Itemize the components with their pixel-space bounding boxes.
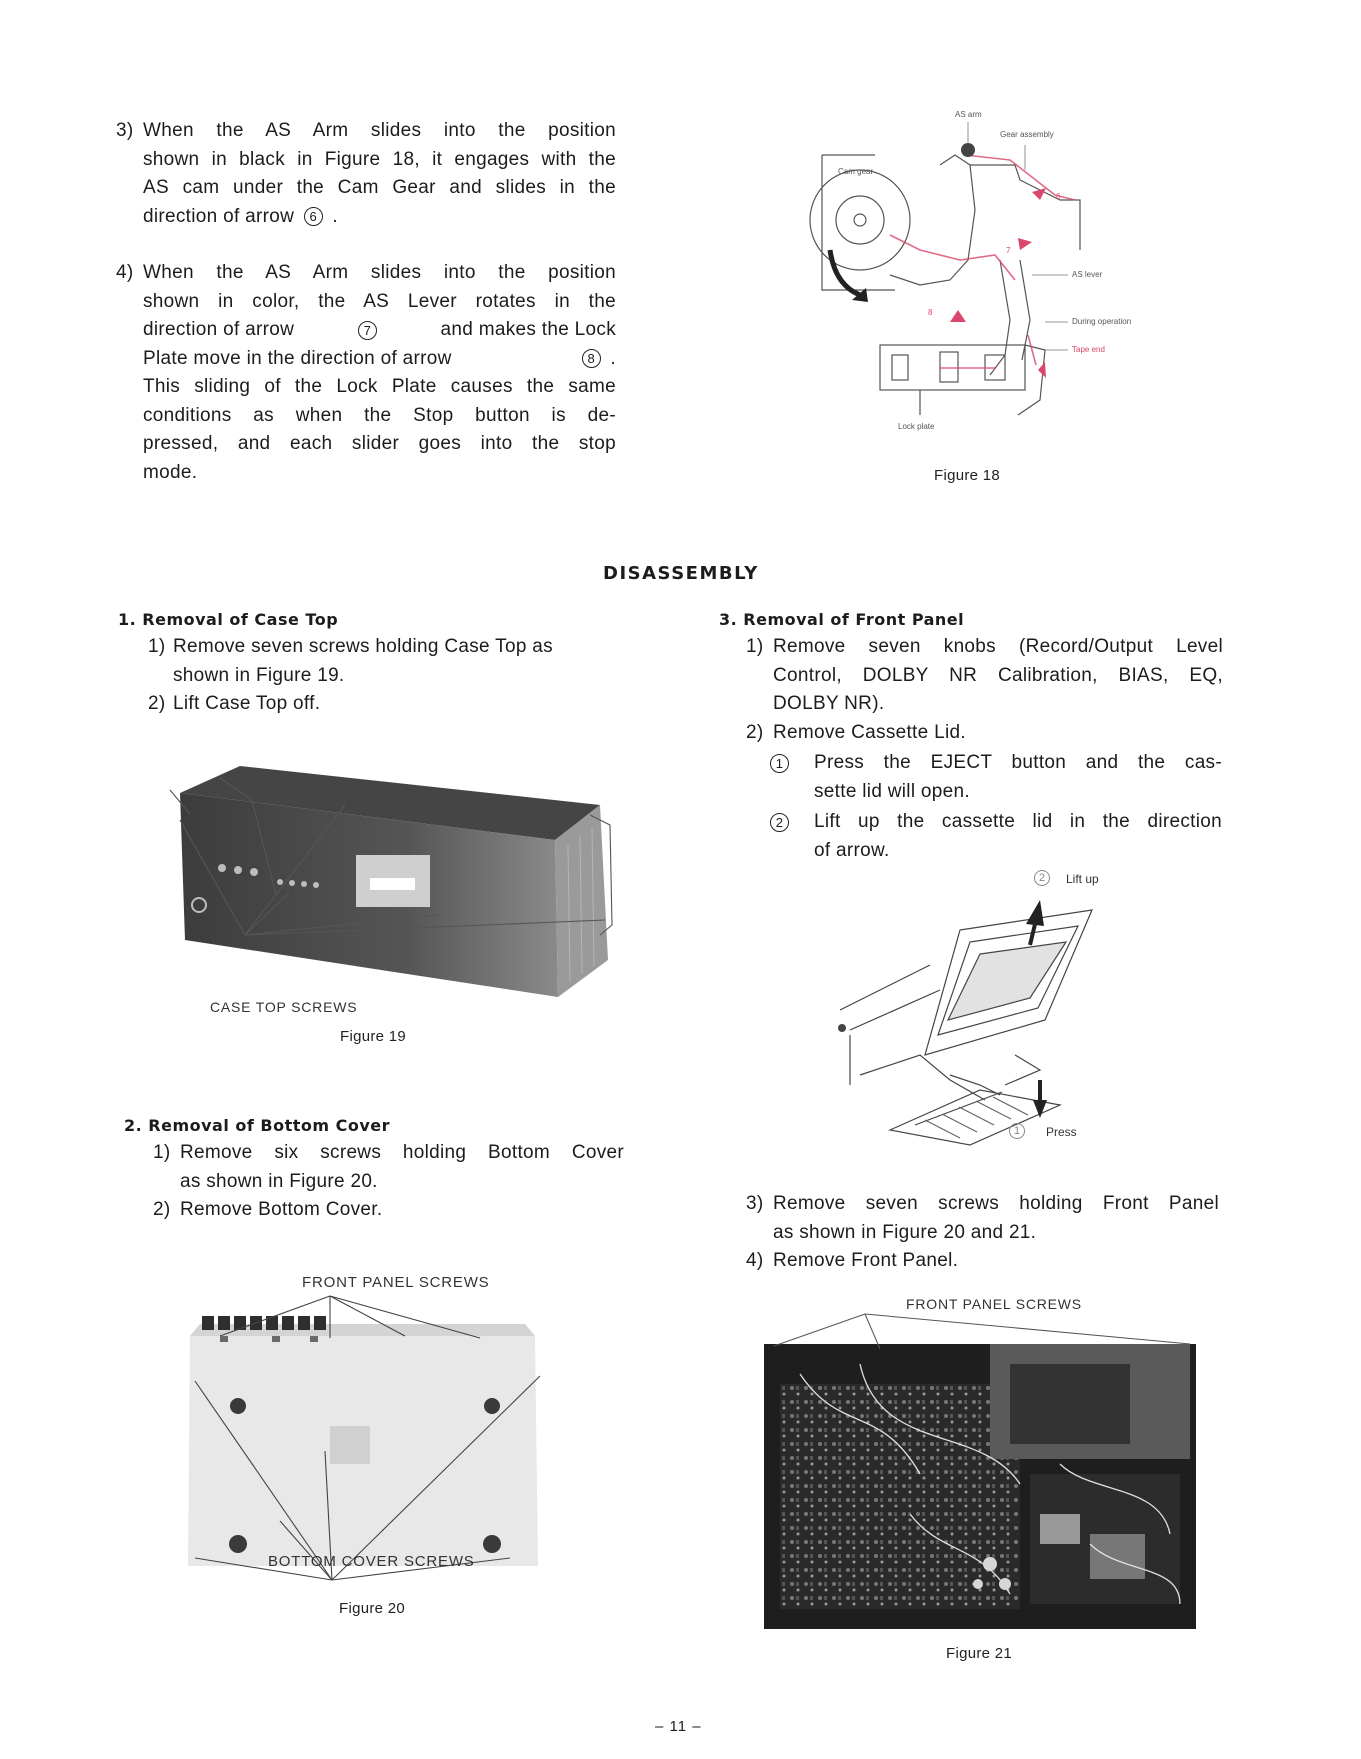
text-line: as shown in Figure 20 and 21.	[773, 1221, 1037, 1243]
label-lock-plate: Lock plate	[898, 422, 935, 431]
text-line: Remove Bottom Cover.	[180, 1199, 383, 1220]
text-line: Remove seven screws holding Front Panel	[773, 1193, 1219, 1214]
step-number: 1)	[148, 636, 166, 657]
case-top-photo	[150, 760, 620, 1020]
text-line: Plate move in the direction of arrow	[143, 347, 452, 369]
press-marker: 1	[1009, 1123, 1025, 1139]
cassette-lid-drawing	[830, 870, 1110, 1160]
figure-18-caption: Figure 18	[934, 467, 1001, 484]
label-cam-gear: Cam gear	[838, 167, 874, 176]
page-number: – 11 –	[655, 1718, 702, 1735]
text-line: direction of arrow	[143, 205, 295, 227]
text-line: When the AS Arm slides into the position	[143, 262, 616, 283]
text-line: Control, DOLBY NR Calibration, BIAS, EQ,	[773, 664, 1223, 686]
intro-step-4	[116, 259, 616, 487]
text-line: When the AS Arm slides into the position	[143, 120, 616, 141]
text-line: Press the EJECT button and the cas-	[814, 752, 1222, 773]
figure-20-caption: Figure 20	[339, 1600, 406, 1617]
bottom-cover-photo	[180, 1296, 560, 1596]
text-line: Lift Case Top off.	[173, 693, 321, 714]
rotation-arrow	[830, 250, 860, 295]
arrow-ref-7: 7	[358, 321, 377, 340]
internal-board-photo	[760, 1314, 1200, 1634]
text-line: shown in black in Figure 18, it engages with the	[143, 148, 616, 170]
step-number: 2)	[746, 721, 764, 743]
cassette-lid-figure	[830, 870, 1110, 1160]
label-during-operation: During operation	[1072, 317, 1132, 326]
text-line: sette lid will open.	[814, 780, 970, 802]
text-line: as shown in Figure 20.	[180, 1170, 378, 1192]
sub-step-1-marker: 1	[770, 754, 789, 773]
text-line: conditions as when the Stop button is de-	[143, 404, 616, 426]
punctuation: .	[332, 205, 338, 227]
step-number: 1)	[153, 1142, 171, 1163]
text-line: Remove seven knobs (Record/Output Level	[773, 636, 1223, 657]
text-line: Remove seven screws holding Case Top as	[173, 636, 553, 657]
section-3-steps-continued	[746, 1190, 1226, 1276]
section-3-heading: 3. Removal of Front Panel	[719, 610, 965, 629]
step-number: 2)	[148, 693, 166, 714]
text-line: shown in color, the AS Lever rotates in the	[143, 290, 616, 312]
intro-step-3	[116, 117, 616, 231]
text-line: Lift up the cassette lid in the direction	[814, 811, 1222, 832]
sub-step-2-marker: 2	[770, 813, 789, 832]
label-tape-end: Tape end	[1072, 345, 1105, 354]
text-line: This sliding of the Lock Plate causes the same	[143, 376, 616, 397]
text-line: Remove Cassette Lid.	[773, 721, 966, 743]
text-line: Remove six screws holding Bottom Cover	[180, 1142, 624, 1163]
step-number: 3)	[116, 120, 134, 141]
section-2-steps	[153, 1139, 633, 1225]
text-line: Remove Front Panel.	[773, 1250, 959, 1271]
press-label: Press	[1046, 1125, 1077, 1139]
section-1-heading: 1. Removal of Case Top	[118, 610, 339, 629]
step-number: 4)	[746, 1250, 764, 1271]
text-line: DOLBY NR).	[773, 693, 885, 714]
arrow-ref-6: 6	[304, 207, 323, 226]
ref-7: 7	[1006, 246, 1011, 255]
lift-label: Lift up	[1066, 872, 1099, 886]
step-number: 2)	[153, 1199, 171, 1220]
text-line: mode.	[143, 461, 198, 483]
front-panel-screws-label: FRONT PANEL SCREWS	[302, 1274, 490, 1291]
text-line: shown in Figure 19.	[173, 664, 345, 686]
arrow-ref-8: 8	[582, 349, 601, 368]
text-line: of arrow.	[814, 839, 890, 861]
front-panel-screws-label: FRONT PANEL SCREWS	[906, 1296, 1082, 1312]
step-number: 1)	[746, 636, 764, 657]
section-3-steps	[746, 633, 1226, 865]
text-line: pressed, and each slider goes into the stop	[143, 433, 616, 454]
bottom-cover-screws-label: BOTTOM COVER SCREWS	[268, 1553, 475, 1570]
figure-20	[180, 1270, 560, 1630]
text-line: direction of arrow	[143, 319, 295, 340]
figure-19-caption: Figure 19	[340, 1028, 407, 1045]
text-line: and makes the Lock	[440, 319, 616, 340]
label-gear-assembly: Gear assembly	[1000, 130, 1054, 139]
section-2-heading: 2. Removal of Bottom Cover	[124, 1116, 391, 1135]
figure-18-drawing	[800, 110, 1180, 450]
section-1-steps	[148, 633, 628, 719]
figure-18	[800, 110, 1180, 484]
text-line: AS cam under the Cam Gear and slides in the	[143, 177, 616, 198]
figure-21	[760, 1290, 1200, 1675]
lift-marker: 2	[1034, 870, 1050, 886]
case-top-screws-label: CASE TOP SCREWS	[210, 999, 358, 1015]
section-title: DISASSEMBLY	[603, 563, 759, 584]
step-number: 3)	[746, 1193, 764, 1214]
label-as-lever: AS lever	[1072, 270, 1103, 279]
figure-19	[150, 760, 620, 1060]
ref-8: 8	[928, 308, 933, 317]
punctuation: .	[610, 347, 616, 369]
figure-21-caption: Figure 21	[946, 1645, 1013, 1662]
label-as-arm: AS arm	[955, 110, 982, 119]
ref-6: 6	[1056, 192, 1061, 201]
step-number: 4)	[116, 262, 134, 283]
